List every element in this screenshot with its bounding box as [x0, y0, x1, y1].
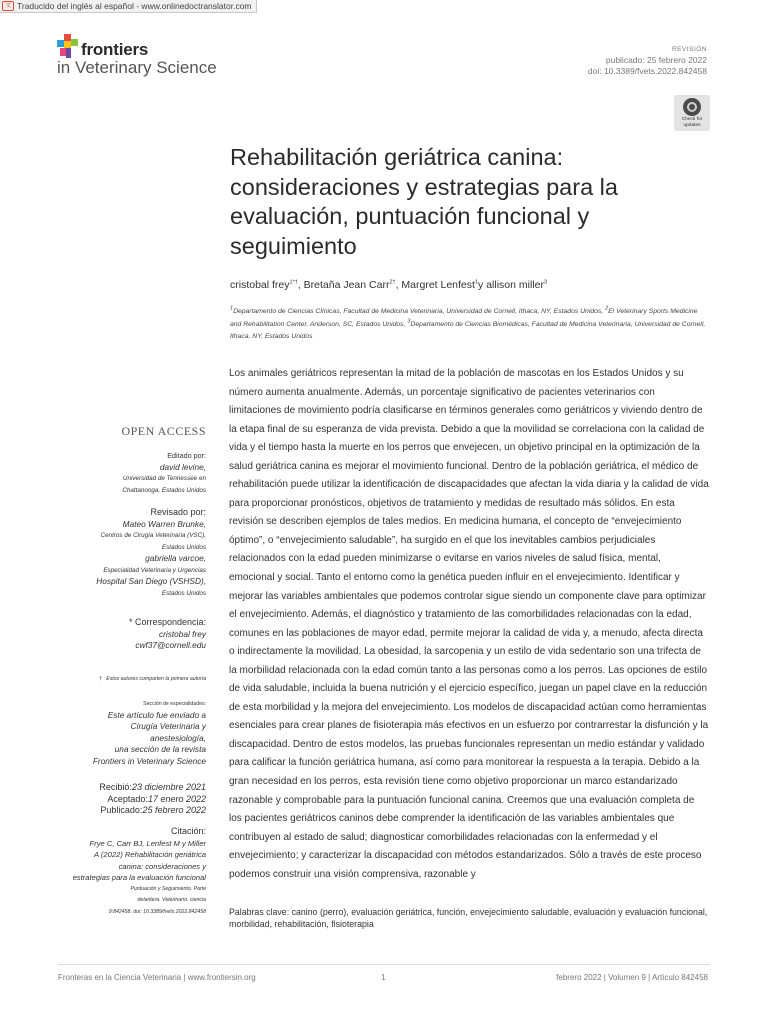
article-title: Rehabilitación geriátrica canina: consideraciones y estrategias para la evaluación, puntuación funcional y seguimiento: [230, 144, 618, 259]
reviewed-by-label: Revisado por:: [150, 507, 206, 517]
dates-block: [99, 782, 206, 817]
correspondence-email[interactable]: cwf37@cornell.edu: [135, 640, 206, 650]
citation-doi[interactable]: 9:842458. doi: 10.3389/fvets.2022.842458: [108, 908, 206, 915]
reviewer-name[interactable]: Mateo Warren Brunke,: [122, 518, 206, 529]
received-date: 23 diciembre 2021: [131, 782, 206, 792]
abstract-text: Los animales geriátricos representan la mitad de la población de mascotas en los Estados Unidos y su número aumenta anualmente. Además, un porcentaje significativo de pacientes veterinarios con limitaciones de movimiento podría clasificarse en términos generales como geriátricos y viviendo dentro de la etapa final de su esperanza de vida prevista. Debido a que la movilidad se correlaciona con la calidad de vida y el tiempo hasta la muerte en los perros que envejecen, un objetivo principal en la optimización de la salud geriátrica canina es mejorar el movimiento funcional. Dentro de la población geriátrica, el médico de rehabilitación puede utilizar la identificación de discapacidades que afectan la vida diaria y la calidad de vida para proporcionar pronósticos, objetivos de tratamiento y medidas de resultado más sólidos. En esta revisión se describen ejemplos de tales medios. En medicina humana, el concepto de “envejecimiento óptimo”, o “envejecimiento saludable”, ha surgido en el que los inevitables cambios perjudiciales relacionados con la edad pueden minimizarse o evitarse en varios niveles de salud física, mental, emocional y social. Tanto el entorno como la genética pueden influir en el envejecimiento. Identificar y mejorar las variables ambientales que podemos controlar sigue siendo un componente clave para optimizar el envejecimiento. Además, el diagnóstico y tratamiento de las comorbilidades relacionadas con la edad, comunes en las poblaciones de mayor edad, permite mejorar la calidad de vida y, a menudo, afecta directa o indirectamente la movilidad. La obesidad, la sarcopenia y un estilo de vida sedentario son una trifecta de la morbilidad relacionada con la edad común tanto a las personas como a los perros. Las opciones de estilo de vida saludable, incluida la buena nutrición y el ejercicio específico, juegan un papel clave en la reducción de esta morbilidad y la mejora del envejecimiento. Los modelos de discapacidad actúan como herramientas esenciales para crear planes de fisioterapia más efectivos en un esfuerzo por contrarrestar la disfunción y la discapacidad. Dentro de estos modelos, las pruebas funcionales representan un medio estándar y validado para calificar la función geriátrica humana, así como para monitorear la respuesta a la terapia. Debido a la gran necesidad en los perros, esta revisión tiene como objetivo proporcionar un marco estandarizado razonable y comprobable para la puntuación funcional canina. Creemos que una evaluación completa de los pacientes geriátricos caninos debe comprender la identificación de las variables ambientales que contribuyen al estado de salud; diagnosticar comorbilidades relacionadas con la enfermedad y el envejecimiento; y caracterizar la discapacidad con métodos estandarizados. Sólo a través de este proceso podemos construir una visión comprensiva, razonable y: [229, 368, 709, 880]
translator-banner[interactable]: [0, 0, 257, 13]
author-name[interactable]: Bretaña Jean Carr: [303, 279, 390, 291]
accepted-date: 17 enero 2022: [147, 793, 206, 804]
specialty-section-label: Sección de especialidades:: [143, 701, 206, 707]
author-name[interactable]: cristobal frey: [230, 279, 290, 291]
open-access-label: OPEN ACCESS: [121, 424, 206, 438]
footer-journal[interactable]: Fronteras en la Ciencia Veterinaria | www.frontiersin.org: [58, 973, 256, 982]
editor-name[interactable]: david levine,: [159, 461, 206, 472]
correspondence-name: cristobal frey: [158, 628, 206, 639]
accepted-label: Aceptado:: [107, 793, 148, 804]
article-type: REVISIÓN: [671, 46, 707, 53]
edited-by-label: Editado por:: [167, 451, 206, 460]
correspondence-label: * Correspondencia:: [128, 617, 206, 627]
citation-label: Citación:: [170, 826, 206, 836]
correspondence-block: [129, 617, 206, 652]
author-list: cristobal frey$^{1*\dagger}$, Bretaña Jean Carr$^{2\dagger}$, Margret Lenfest$^1$y allison miller$^3$: [230, 279, 548, 291]
author-affiliation-mark: 3: [543, 279, 548, 286]
translator-banner-text: Traducido del inglés al español - www.onlinedoctranslator.com: [17, 0, 252, 11]
affiliation: El Veterinary Sports Medicine and Rehabilitation Center, Anderson, SC, Estados Unidos,: [230, 308, 698, 328]
translate-icon: 文: [2, 1, 14, 11]
crossmark-label: Check for updates: [681, 117, 703, 128]
author-affiliation-mark: 1*†: [289, 279, 298, 286]
received-label: Recibió:: [99, 782, 132, 792]
reviewer-name[interactable]: gabriella varcoe,: [145, 553, 206, 563]
footer-issue: febrero 2022 | Volumen 9 | Artículo 842458: [556, 973, 708, 982]
specialty-section-block: Sección de especialidades: Este artículo fue enviado a Cirugía Veterinaria y anestesiología, una sección de la revista Frontiers in Veterinary Science: [92, 701, 206, 766]
abstract: [229, 365, 709, 884]
frontiers-logo-icon: [57, 34, 81, 60]
affiliation: Departamento de Ciencias Clínicas, Facultad de Medicina Veterinaria, Universidad de Cornell, Ithaca, NY, Estados Unidos,: [233, 308, 604, 315]
journal-name: in Veterinary Science: [57, 58, 217, 77]
equal-contribution-note: † Estos autores comparten la primera autoría: [98, 676, 206, 682]
crossmark-icon: [683, 98, 701, 116]
article-meta: [588, 44, 707, 77]
keywords: Palabras clave: canino (perro), evaluación geriátrica, función, envejecimiento saludable, evaluación y evaluación funcional, morbilidad, rehabilitación, fisioterapia: [229, 907, 708, 929]
author-name[interactable]: allison miller: [486, 279, 544, 291]
author-affiliation-mark: 1: [474, 279, 479, 286]
check-for-updates-button[interactable]: [674, 95, 710, 131]
article-doi[interactable]: doi: 10.3389/fvets.2022.842458: [587, 66, 707, 76]
reviewers-block: Revisado por: Mateo Warren Brunke, Centros de Cirugía Veterinaria (VSC), Estados Unidos gabriella varcoe, Especialidad Veterinaria y Urgencias Hospital San Diego (VSHSD), Estados Unidos: [96, 507, 206, 597]
journal-brand: frontiers: [81, 40, 149, 59]
published-date: 25 febrero 2022: [142, 805, 206, 815]
footer-divider: [58, 964, 710, 965]
publication-date: publicado: 25 febrero 2022: [605, 55, 707, 65]
published-label: Publicado:: [100, 805, 143, 815]
editor-block: Editado por: david levine, Universidad de Tennessee en Chattanooga, Estados Unidos: [122, 451, 206, 494]
author-affiliation-mark: 2†: [389, 279, 396, 286]
affiliations: $^1$Departamento de Ciencias Clínicas, Facultad de Medicina Veterinaria, Universidad de Cornell, Ithaca, NY, Estados Unidos, $^2$El Veterinary Sports Medicine and Rehabilitation Center, Anderson, SC, Estados Unidos, $^3$Departamento de Ciencias Biomédicas, Facultad de Medicina Veterinaria, Universidad de Cornell, Ithaca, NY, Estados Unidos: [230, 305, 706, 340]
page-number: 1: [381, 973, 386, 982]
affiliation: Departamento de Ciencias Biomédicas, Facultad de Medicina Veterinaria, Universidad de Cornell, Ithaca, NY, Estados Unidos: [230, 320, 706, 340]
citation-block: Citación: Frye C, Carr BJ, Lenfest M y Miller A (2022) Rehabilitación geriátrica canina: consideraciones y estrategias para la evaluación funcional Puntuación y Seguimiento. Parte delantera. Veterinario. ciencia 9:842458. doi: 10.3389/fvets.2022.842458: [73, 826, 206, 918]
author-name[interactable]: Margret Lenfest: [401, 279, 475, 291]
